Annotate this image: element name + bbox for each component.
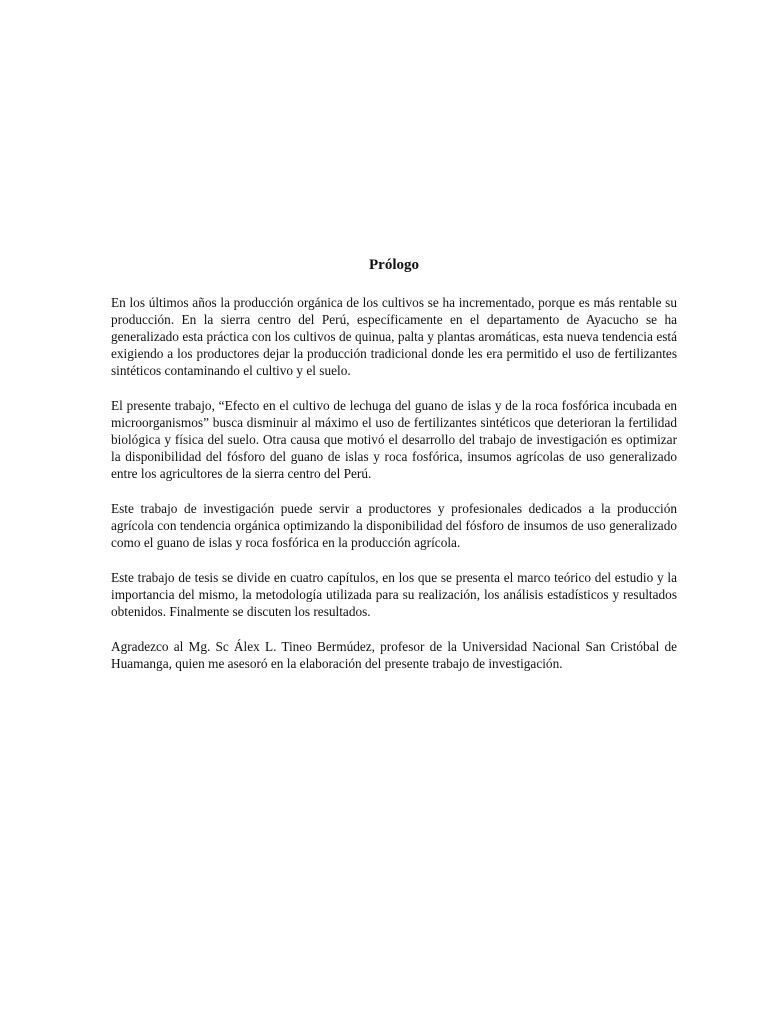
paragraph-acknowledgment: Agradezco al Mg. Sc Álex L. Tineo Bermúdez, profesor de la Universidad Nacional San Cristóbal de Huamanga, quien me asesoró en la elaboración del presente trabajo de investigación. xyxy=(111,639,677,671)
paragraph-introduction: En los últimos años la producción orgánica de los cultivos se ha incrementado, porque es más rentable su producción. En la sierra centro del Perú, específicamente en el departamento de Ayacucho se ha generalizado esta práctica con los cultivos de quinua, palta y plantas aromáticas, esta nueva tendencia está exigiendo a los productores dejar la producción tradicional donde les era permitido el uso de fertilizantes sintéticos contaminando el cultivo y el suelo. xyxy=(111,295,677,378)
page-title: Prólogo xyxy=(369,257,419,273)
paragraph-objective: El presente trabajo, “Efecto en el cultivo de lechuga del guano de islas y de la roca fosfórica incubada en microorganismos” busca disminuir al máximo el uso de fertilizantes sintéticos que deterioran la fertilidad biológica y física del suelo. Otra causa que motivó el desarrollo del trabajo de investigación es optimizar la disponibilidad del fósforo del guano de islas y roca fosfórica, insumos agrícolas de uso generalizado entre los agricultores de la sierra centro del Perú. xyxy=(111,398,677,481)
paragraph-structure: Este trabajo de tesis se divide en cuatro capítulos, en los que se presenta el marco teórico del estudio y la importancia del mismo, la metodología utilizada para su realización, los análisis estadísticos y resultados obtenidos. Finalmente se discuten los resultados. xyxy=(111,570,677,619)
paragraph-usefulness: Este trabajo de investigación puede servir a productores y profesionales dedicados a la producción agrícola con tendencia orgánica optimizando la disponibilidad del fósforo de insumos de uso generalizado como el guano de islas y roca fosfórica en la producción agrícola. xyxy=(111,501,677,550)
document-content xyxy=(111,254,677,690)
